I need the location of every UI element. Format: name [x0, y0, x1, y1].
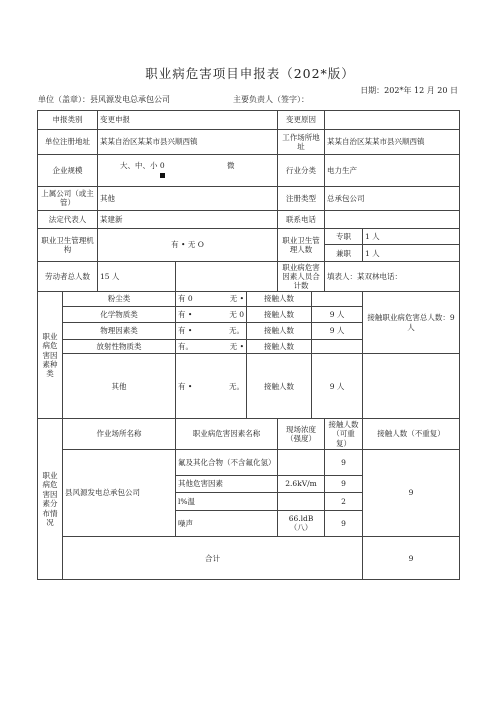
hazard-type-presence — [176, 306, 247, 323]
distribution-section-label: 职业病危害因素分布情况 — [38, 419, 63, 580]
parent-company-value: 其他 — [98, 186, 278, 211]
exposed-unique-value: 9 — [363, 449, 460, 537]
concentration-value — [278, 449, 325, 476]
exposure-label: 接触人数 — [247, 292, 312, 306]
filler-info: 填表人：某双林电话： — [325, 262, 460, 292]
exposure-label: 接触人数 — [247, 323, 312, 340]
change-reason-value — [325, 111, 460, 130]
scale-options: 大、中、小 0 — [120, 161, 165, 171]
exposed-value: 2 — [325, 492, 363, 510]
workers-blank — [176, 262, 278, 292]
page-title: 职业病危害项目申报表（202*版） — [145, 66, 355, 81]
workers-total-label: 劳动者总人数 — [38, 262, 98, 292]
hazard-type-presence — [176, 354, 247, 419]
factor-name: l%温 — [176, 492, 278, 510]
hazard-types-section-label: 职业病危害因素种类 — [38, 292, 63, 419]
factor-name: 氟及其化合物（不含氟化氢） — [176, 449, 278, 476]
legal-rep-label: 法定代表人 — [38, 211, 98, 229]
fulltime-label: 专职 — [325, 228, 363, 245]
presence-no: 无 • — [229, 341, 244, 351]
legal-rep-value: 某建新 — [98, 211, 278, 229]
unit-seal-line: 单位（盖章）：县风源发电总承包公司 — [38, 95, 170, 104]
hazard-type-name: 粉尘类 — [63, 292, 176, 306]
exposed-value: 9 — [325, 510, 363, 537]
exposure-label: 接触人数 — [247, 306, 312, 323]
change-reason-label: 变更原因 — [278, 111, 325, 130]
reg-type-label: 注册类型 — [278, 186, 325, 211]
exposure-count: 9 人 — [312, 306, 363, 323]
hazard-type-name: 化学物质类 — [63, 306, 176, 323]
concentration-value: 2.6kV/m — [278, 476, 325, 493]
workers-total-value: 15 人 — [98, 262, 176, 292]
presence-yes: 有。 — [178, 341, 193, 351]
reg-address-value: 某某自治区某某市县兴顺西镇 — [98, 129, 278, 155]
summary-blank — [363, 354, 460, 419]
factor-name: 噪声 — [176, 510, 278, 537]
exposure-label: 接触人数 — [247, 339, 312, 353]
responsible-signature-line: 主要负责人（签字）： — [233, 95, 309, 104]
exposure-count: 9 人 — [312, 354, 363, 419]
checked-box-icon — [160, 173, 165, 178]
hazard-type-presence — [176, 339, 247, 353]
hazard-type-name: 其他 — [63, 354, 176, 419]
hazard-type-name: 放射性物质类 — [63, 339, 176, 353]
exposure-count — [312, 339, 363, 353]
exposed-value: 9 — [325, 476, 363, 493]
oh-staff-label: 职业卫生管理人数 — [278, 228, 325, 261]
concentration-header: 现场浓度（强度） — [278, 419, 325, 449]
work-address-label: 工作场所地址 — [278, 129, 325, 155]
exposed-header: 接触人数（可重复） — [325, 419, 363, 449]
industry-label: 行业分类 — [278, 155, 325, 186]
fulltime-value: 1 人 — [363, 228, 460, 245]
parttime-label: 兼职 — [325, 245, 363, 262]
site-name-value: 县风源发电总承包公司 — [63, 449, 176, 537]
presence-yes: 有 • — [178, 326, 193, 336]
total-exposed-summary: 接触职业病危害总人数：9 人 — [363, 292, 460, 354]
exposed-unique-header: 接触人数（不重复） — [363, 419, 460, 449]
reg-address-label: 单位注册地址 — [38, 129, 98, 155]
presence-no: 无。 — [229, 381, 244, 391]
scale-value — [98, 155, 278, 186]
exposure-label: 接触人数 — [247, 354, 312, 419]
hazard-type-name: 物理因素类 — [63, 323, 176, 340]
hazard-type-presence — [176, 323, 247, 340]
concentration-value: 66.ldB（八） — [278, 510, 325, 537]
scale-label: 企业规模 — [38, 155, 98, 186]
total-value: 9 — [363, 537, 460, 580]
industry-value: 电力生产 — [325, 155, 460, 186]
hazard-type-presence — [176, 292, 247, 306]
declaration-table — [37, 110, 460, 580]
contact-phone-value — [325, 211, 460, 229]
work-address-value: 某某自治区某某市县兴顺西镇 — [325, 129, 460, 155]
presence-yes: 有 • — [178, 381, 193, 391]
exposed-value: 9 — [325, 449, 363, 476]
apply-type-value: 变更申报 — [98, 111, 278, 130]
concentration-value — [278, 492, 325, 510]
exposed-total-label: 职业病危害因素人员合计数 — [278, 262, 325, 292]
factor-name: 其他危害因素 — [176, 476, 278, 493]
presence-no: 无 0 — [229, 309, 244, 319]
oh-org-label: 职业卫生管理机构 — [38, 228, 98, 261]
oh-org-value: 有 • 无 O — [98, 228, 278, 261]
scale-micro: 微 — [227, 161, 235, 171]
contact-phone-label: 联系电话 — [278, 211, 325, 229]
presence-no: 无。 — [229, 326, 244, 336]
reg-type-value: 总承包公司 — [325, 186, 460, 211]
parent-company-label: 上属公司（或主管） — [38, 186, 98, 211]
exposure-count — [312, 292, 363, 306]
apply-type-label: 申报类别 — [38, 111, 98, 130]
exposure-count: 9 人 — [312, 323, 363, 340]
total-label: 合计 — [63, 537, 363, 580]
site-name-header: 作业场所名称 — [63, 419, 176, 449]
presence-yes: 有 • — [178, 309, 193, 319]
form-date: 日期：202*年 12 月 20 日 — [360, 86, 458, 95]
presence-no: 无 • — [229, 294, 244, 304]
parttime-value: 1 人 — [363, 245, 460, 262]
presence-yes: 有 0 — [178, 294, 193, 304]
factor-name-header: 职业病危害因素名称 — [176, 419, 278, 449]
